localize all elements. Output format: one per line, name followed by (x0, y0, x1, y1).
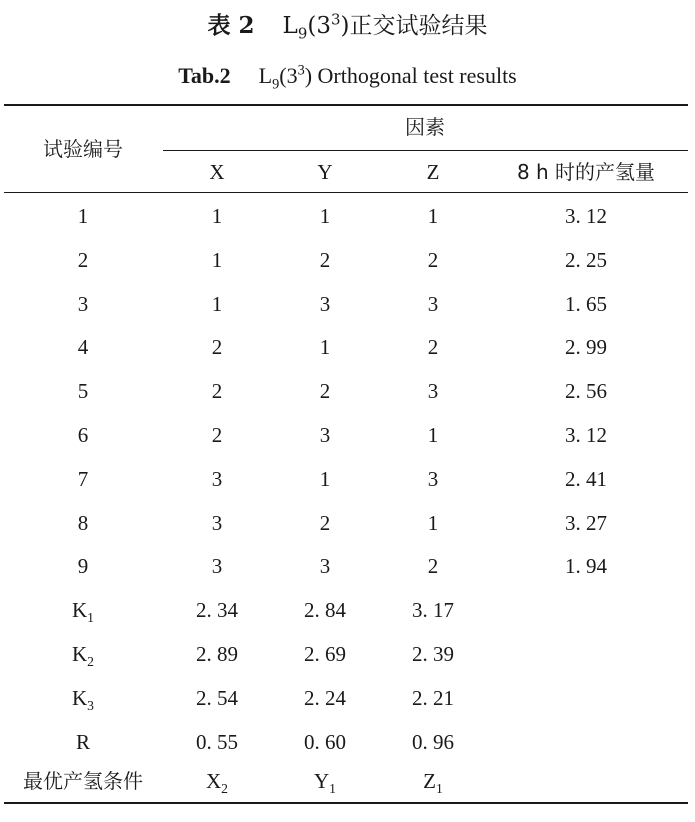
caption-en-l-sub: 9 (272, 76, 280, 93)
row-7-result: 2. 41 (565, 466, 607, 491)
optimal-y-base: Y (314, 769, 330, 793)
stat-label-sub: 2 (87, 654, 94, 670)
row-7-trial-no: 7 (77, 466, 89, 491)
row-6-result: 3. 12 (565, 423, 607, 447)
optimal-x-base: X (206, 769, 222, 793)
row-5-factor-z: 3 (427, 379, 439, 404)
row-2-trial-no: 2 (77, 247, 89, 272)
stat-1-x: 2. 34 (196, 598, 238, 623)
row-2-factor-y: 2 (319, 247, 331, 272)
row-1-factor-x: 1 (211, 204, 223, 228)
stat-label-base: K (72, 598, 88, 623)
caption-chinese (0, 8, 695, 44)
stat-label (72, 683, 94, 713)
row-9-factor-y: 3 (319, 554, 331, 579)
table-bottom-rule (4, 802, 688, 804)
stat-1-y: 2. 84 (304, 598, 346, 623)
row-7-factor-x: 3 (211, 466, 223, 491)
header-factor-z: Z (426, 160, 440, 184)
row-6-trial-no: 6 (77, 423, 89, 447)
row-7-factor-y: 1 (319, 466, 331, 491)
header-trial-no: 试验编号 (43, 137, 123, 161)
row-2-factor-x: 1 (211, 247, 223, 272)
row-3-factor-x: 1 (211, 291, 223, 316)
header-factor-group: 因素 (405, 115, 445, 139)
row-4-trial-no: 4 (77, 335, 89, 360)
header-factor-y: Y (317, 160, 333, 184)
stat-3-x: 2. 54 (196, 685, 238, 710)
caption-cn-paren-close: ) (340, 13, 350, 39)
row-9-result: 1. 94 (565, 554, 607, 579)
row-8-result: 3. 27 (565, 510, 607, 535)
stat-label (76, 727, 90, 757)
table-top-rule (4, 104, 688, 106)
row-1-result: 3. 12 (565, 204, 607, 228)
caption-cn-text: 正交试验结果 (349, 13, 488, 39)
caption-cn-label: 表 2 (207, 12, 255, 39)
stat-2-z: 2. 39 (412, 642, 454, 666)
caption-en-paren-close: ) (304, 63, 313, 88)
stat-label-sub: 3 (87, 697, 94, 713)
optimal-z-base: Z (423, 769, 436, 793)
optimal-x-sub: 2 (221, 781, 228, 797)
header-bottom-rule (4, 192, 688, 193)
stat-4-y: 0. 60 (304, 729, 346, 754)
caption-cn-exp: 3 (330, 10, 341, 29)
row-9-factor-x: 3 (211, 554, 223, 579)
stat-label (72, 595, 94, 625)
row-6-factor-y: 3 (319, 423, 331, 447)
row-5-factor-x: 2 (211, 379, 223, 404)
optimal-y-sub: 1 (329, 781, 336, 797)
row-9-trial-no: 9 (77, 554, 89, 579)
header-factor-x: X (209, 160, 225, 184)
optimal-label: 最优产氢条件 (23, 769, 143, 793)
row-1-trial-no: 1 (77, 204, 89, 228)
row-7-factor-z: 3 (427, 466, 439, 491)
caption-en-text: Orthogonal test results (317, 63, 517, 88)
stat-label-base: K (72, 642, 88, 666)
row-3-factor-y: 3 (319, 291, 331, 316)
optimal-x (206, 766, 228, 796)
row-4-factor-x: 2 (211, 335, 223, 360)
optimal-y (314, 766, 336, 796)
row-3-factor-z: 3 (427, 291, 439, 316)
row-6-factor-z: 1 (427, 423, 439, 447)
row-5-factor-y: 2 (319, 379, 331, 404)
caption-cn-l: L (282, 13, 298, 39)
stat-4-x: 0. 55 (196, 729, 238, 754)
row-1-factor-y: 1 (319, 204, 331, 228)
row-3-result: 1. 65 (565, 291, 607, 316)
row-4-factor-z: 2 (427, 335, 439, 360)
caption-en-paren-open: ( (279, 63, 287, 88)
row-8-trial-no: 8 (77, 510, 89, 535)
row-1-factor-z: 1 (427, 204, 439, 228)
optimal-z-sub: 1 (436, 781, 443, 797)
stat-label-base: K (72, 685, 88, 710)
row-6-factor-x: 2 (211, 423, 223, 447)
caption-cn-l-sub: 9 (297, 24, 308, 43)
caption-en-l: L (258, 63, 273, 88)
header-result: 8 h 时的产氢量 (516, 160, 656, 184)
optimal-z (423, 766, 443, 796)
caption-english (0, 58, 695, 94)
stat-2-y: 2. 69 (304, 642, 346, 666)
factor-group-rule (163, 150, 688, 151)
stat-2-x: 2. 89 (196, 642, 238, 666)
stat-label (72, 639, 94, 669)
caption-en-exp: 3 (297, 62, 305, 79)
stat-3-z: 2. 21 (412, 685, 454, 710)
row-4-result: 2. 99 (565, 335, 607, 360)
caption-en-label: Tab.2 (178, 63, 231, 88)
row-8-factor-x: 3 (211, 510, 223, 535)
row-5-trial-no: 5 (77, 379, 89, 404)
caption-cn-paren-open: ( (307, 13, 317, 39)
row-3-trial-no: 3 (77, 291, 89, 316)
stat-label-base: R (75, 729, 91, 754)
stat-4-z: 0. 96 (412, 729, 454, 754)
stat-3-y: 2. 24 (304, 685, 346, 710)
caption-en-base: 3 (286, 63, 298, 88)
row-8-factor-y: 2 (319, 510, 331, 535)
stat-1-z: 3. 17 (412, 598, 454, 623)
row-5-result: 2. 56 (565, 379, 607, 404)
caption-cn-base: 3 (316, 13, 331, 39)
row-4-factor-y: 1 (319, 335, 331, 360)
row-9-factor-z: 2 (427, 554, 439, 579)
row-2-factor-z: 2 (427, 247, 439, 272)
stat-label-sub: 1 (87, 610, 94, 626)
row-8-factor-z: 1 (427, 510, 439, 535)
row-2-result: 2. 25 (565, 247, 607, 272)
